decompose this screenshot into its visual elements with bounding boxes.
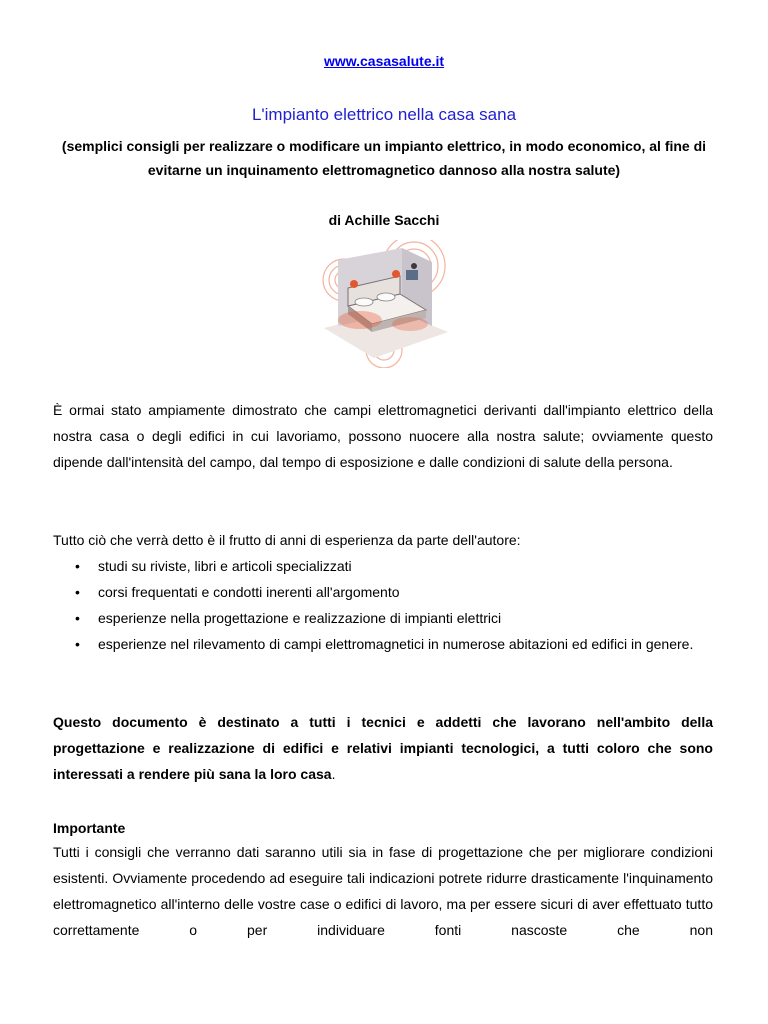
list-item-text: esperienze nella progettazione e realizzazione di impianti elettrici [98,610,502,626]
audience-text: Questo documento è destinato a tutti i tecnici e addetti che lavorano nell'ambito della progettazione e realizzazione di edifici e relativi impianti tecnologici, a tutti coloro che sono interessati a rendere più sana la loro casa [53,714,713,782]
list-item [53,631,713,657]
bullet-icon: • [75,558,80,574]
list-item [53,605,713,631]
list-item-text: esperienze nel rilevamento di campi elettromagnetici in numerose abitazioni ed edifici in genere. [98,636,694,652]
paragraph-audience [53,709,713,787]
experience-list [53,553,713,657]
bullet-icon: • [75,610,80,626]
document-author: di Achille Sacchi [328,212,440,228]
document-subtitle: (semplici consigli per realizzare o modificare un impianto elettrico, in modo economico, al fine di evitarne un inquinamento elettromagnetico dannoso alla nostra salute) [61,138,707,178]
bullet-icon: • [75,636,80,652]
list-item [53,579,713,605]
bedroom-field-illustration [314,240,454,368]
paragraph-intro: È ormai stato ampiamente dimostrato che campi elettromagnetici derivanti dall'impianto elettrico della nostra casa o degli edifici in cui lavoriamo, possono nuocere alla nostra salute; ovviamente questo dipende dall'intensità del campo, dal tempo di esposizione e dalle condizioni di salute della persona. [53,402,713,470]
bedroom-emf-image [314,240,454,368]
site-link[interactable]: www.casasalute.it [323,53,445,69]
list-item-text: studi su riviste, libri e articoli specializzati [98,558,352,574]
list-item [53,553,713,579]
paragraph-important: Tutti i consigli che verranno dati saranno utili sia in fase di progettazione che per migliorare condizioni esistenti. Ovviamente procedendo ad eseguire tali indicazioni potrete ridurre drasticamente l'inquinamento elettromagnetico all'interno delle vostre case o edifici di lavoro, ma per essere sicuri di aver effettuato tutto correttamente o per individuare fonti nascoste che non [53,844,713,938]
bullet-icon: • [75,584,80,600]
document-title: L'impianto elettrico nella casa sana [251,105,517,124]
audience-period: . [331,766,336,782]
paragraph-experience: Tutto ciò che verrà detto è il frutto di anni di esperienza da parte dell'autore: [53,532,521,548]
important-heading: Importante [53,820,126,836]
list-item-text: corsi frequentati e condotti inerenti all'argomento [98,584,400,600]
